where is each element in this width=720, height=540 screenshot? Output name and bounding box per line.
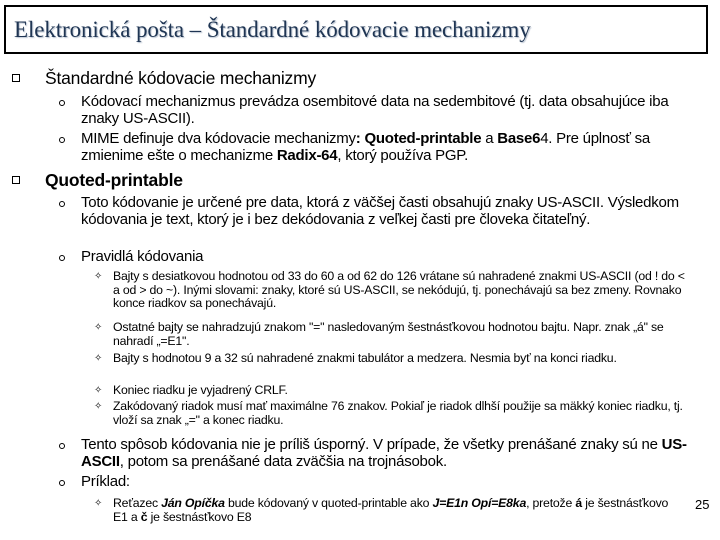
list-item: Pravidlá kódovania: [81, 249, 691, 266]
list-item: MIME definuje dva kódovacie mechanizmy: Quoted-printable a Base64. Pre úplnosť sa zmienime ešte o mechanizme Radix-64, ktorý používa PGP.: [81, 131, 691, 164]
circle-bullet-icon: [59, 137, 65, 143]
list-item: Tento spôsob kódovania nie je príliš úsporný. V prípade, že všetky prenášané znaky sú ne US-ASCII, potom sa prenášané data zväčšia na trojnásobok.: [81, 437, 691, 470]
rule-item: ✧ Ostatné bajty se nahradzujú znakom "=" nasledovaným šestnásťkovou hodnotou bajtu. Napr. znak „á" se nahradí „=E1".: [94, 320, 664, 348]
diamond-bullet-icon: ✧: [94, 385, 103, 396]
example-item: ✧ Reťazec Ján Opíčka bude kódovaný v quoted-printable ako J=E1n Opí=E8ka, pretože á je šestnásťkovo E1 a č je šestnásťkovo E8: [94, 496, 669, 524]
rule-item: ✧ Zakódovaný riadok musí mať maximálne 76 znakov. Pokiaľ je riadok dlhší použije sa mäkký koniec riadku, tj. vloží sa znak „=" a konec riadku.: [94, 399, 683, 427]
rule-item: ✧ Koniec riadku je vyjadrený CRLF.: [94, 383, 288, 397]
diamond-bullet-icon: ✧: [94, 322, 103, 333]
circle-bullet-icon: [59, 255, 65, 261]
rule-item: ✧ Bajty s hodnotou 9 a 32 sú nahradené znakmi tabulátor a medzera. Nesmia byť na konci riadku.: [94, 351, 617, 365]
diamond-bullet-icon: ✧: [94, 401, 103, 412]
section-heading-standard-encodings: Štandardné kódovacie mechanizmy: [45, 68, 316, 89]
diamond-bullet-icon: ✧: [94, 498, 103, 509]
square-bullet-icon: [12, 74, 20, 82]
circle-bullet-icon: [59, 100, 65, 106]
square-bullet-icon: [12, 176, 20, 184]
rule-item: ✧ Bajty s desiatkovou hodnotou od 33 do 60 a od 62 do 126 vrátane sú nahradené znakmi US-ASCII (od ! do < a od > do ~). Inými slovami: znaky, ktoré sú US-ASCII, se nekódujú, tj. ponechávajú sa bez zmeny. Rovnako konce riadkov sa ponechávajú.: [94, 269, 685, 311]
circle-bullet-icon: [59, 480, 65, 486]
page-number: 25: [695, 497, 710, 512]
list-item: Príklad:: [81, 474, 691, 491]
slide-title-box: [4, 5, 708, 54]
section-heading-quoted-printable: Quoted-printable: [45, 170, 183, 191]
circle-bullet-icon: [59, 201, 65, 207]
diamond-bullet-icon: ✧: [94, 353, 103, 364]
circle-bullet-icon: [59, 443, 65, 449]
slide-title: Elektronická pošta – Štandardné kódovacie mechanizmy: [14, 17, 531, 42]
diamond-bullet-icon: ✧: [94, 271, 103, 282]
list-item: Kódovací mechanizmus prevádza osembitové data na sedembitové (tj. data obsahujúce iba znaky US-ASCII).: [81, 94, 691, 127]
list-item: Toto kódovanie je určené pre data, ktorá z väčšej časti obsahujú znaky US-ASCII. Výsledkom kódovania je text, ktorý je i bez dekódovania z veľkej časti pre človeka čitateľný.: [81, 195, 691, 228]
